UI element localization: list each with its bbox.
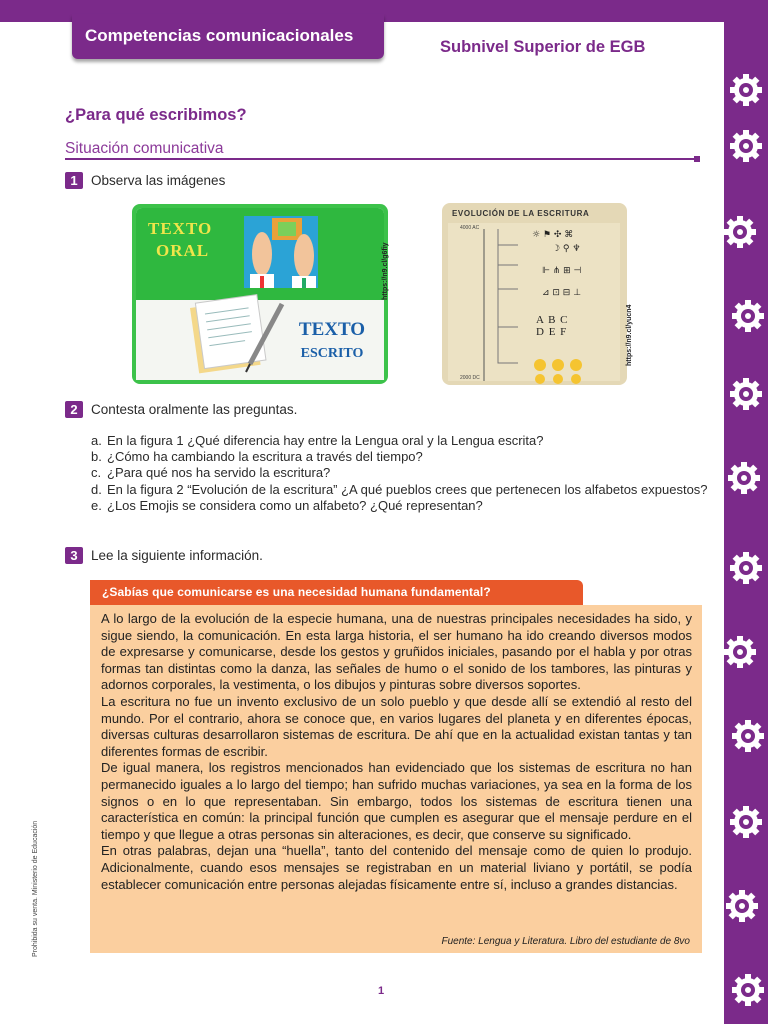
step-text: Lee la siguiente información.	[91, 548, 263, 563]
header-tab	[72, 14, 384, 59]
question-label: c.	[91, 465, 102, 481]
step-number: 1	[65, 172, 83, 189]
gear-icon	[724, 216, 756, 248]
gear-icon	[730, 806, 762, 838]
figure-2-evolution-of-writing	[442, 203, 627, 385]
header-title: Competencias comunicacionales	[85, 26, 354, 45]
gear-icon	[726, 890, 758, 922]
info-source: Fuente: Lengua y Literatura. Libro del estudiante de 8vo	[441, 936, 690, 947]
figure-1-credit: https://n9.cl/g6fiy	[382, 242, 389, 300]
question-item	[91, 498, 711, 514]
gear-icon	[730, 74, 762, 106]
question-text: ¿Los Emojis se considera como un alfabeto? ¿Qué representan?	[107, 497, 483, 513]
gear-icon	[730, 552, 762, 584]
alphabet-row-1: A B C	[536, 314, 569, 326]
info-title: ¿Sabías que comunicarse es una necesidad humana fundamental?	[102, 585, 491, 599]
gear-icon	[732, 974, 764, 1006]
label-texto-oral: TEXTO ORAL	[148, 219, 213, 260]
svg-text:⊿ ⊡ ⊟ ⊥: ⊿ ⊡ ⊟ ⊥	[542, 288, 582, 298]
info-box	[90, 605, 702, 953]
info-paragraph: A lo largo de la evolución de la especie humana, una de nuestras principales necesidades ha sido, y sigue siendo, la comunicación. En esta larga historia, el ser humano ha ido creando diversos modos de expresarse y comunicarse, desde los gestos y gruñidos iniciales, pasando por el habla y por otras formas tan distintas como la danza, las señales de humo o el sonido de los tambores, las pinturas y adornos corporales, la vestimenta, o los dibujos y pinturas sobre diversos soportes.	[101, 611, 692, 693]
figure-2-credit: https://n9.cl/yucn4	[626, 304, 633, 366]
svg-text:⊩ ⋔ ⊞ ⊣: ⊩ ⋔ ⊞ ⊣	[542, 266, 582, 276]
subsection-title: Situación comunicativa	[65, 140, 224, 157]
question-label: b.	[91, 449, 102, 465]
step-number: 3	[65, 547, 83, 564]
gear-icon	[730, 378, 762, 410]
question-text: En la figura 2 “Evolución de la escritura” ¿A qué pueblos crees que pertenecen los alfabetos expuestos?	[107, 481, 708, 497]
step-text: Contesta oralmente las preguntas.	[91, 402, 298, 417]
question-text: ¿Para qué nos ha servido la escritura?	[107, 465, 331, 481]
timeline-end-label: 2000 DC	[460, 375, 480, 381]
gear-icon	[724, 636, 756, 668]
divider-end-dot	[694, 156, 700, 162]
question-text: En la figura 1 ¿Qué diferencia hay entre la Lengua oral y la Lengua escrita?	[107, 433, 544, 448]
figure-2-title: EVOLUCIÓN DE LA ESCRITURA	[452, 209, 590, 218]
section-title: ¿Para qué escribimos?	[65, 106, 247, 124]
question-label: d.	[91, 481, 102, 497]
info-paragraph: En otras palabras, dejan una “huella”, tanto del contenido del mensaje como de quien lo produjo. Adicionalmente, cuando esos mensajes se registraban en un material liviano y portátil, se podía establecer comunicación entre personas alejadas físicamente entre sí, incluso a grandes distancias.	[101, 843, 692, 892]
gear-icon	[732, 300, 764, 332]
question-label: e.	[91, 497, 102, 513]
question-item	[91, 465, 711, 481]
copyright-note: Prohibida su venta. Ministerio de Educación	[32, 820, 39, 957]
gear-icon	[728, 462, 760, 494]
info-paragraph: La escritura no fue un invento exclusivo de un solo pueblo y que desde allí se extendió al resto del mundo. Por el contrario, ahora se conoce que, en varios lugares del planeta y en diferentes épocas, diversas culturas desarrollaron sistemas de escritura. De ahí que en la actualidad existan tantas y tan diferentes formas de escribir.	[101, 693, 692, 759]
step-number: 2	[65, 401, 83, 418]
question-label: a.	[91, 433, 102, 448]
question-item	[91, 433, 711, 449]
step-text: Observa las imágenes	[91, 173, 226, 188]
question-item	[91, 482, 711, 498]
right-decoration-bar	[724, 0, 768, 1024]
timeline-start-label: 4000 AC	[460, 225, 480, 231]
gear-icon	[732, 720, 764, 752]
svg-text:☽ ⚲ ♆: ☽ ⚲ ♆	[552, 244, 581, 254]
figure-1-oral-vs-written	[132, 204, 388, 384]
question-item	[91, 449, 711, 465]
gear-icon	[730, 130, 762, 162]
gear-decorations	[724, 0, 768, 1024]
svg-text:☼ ⚑ ✣ ⌘: ☼ ⚑ ✣ ⌘	[532, 230, 574, 240]
info-title-tab	[90, 580, 583, 606]
label-texto-escrito: TEXTO ESCRITO	[298, 319, 366, 361]
question-text: ¿Cómo ha cambiando la escritura a través del tiempo?	[107, 449, 423, 465]
header-subtitle: Subnivel Superior de EGB	[440, 38, 646, 56]
info-paragraph: De igual manera, los registros mencionados han evidenciado que los sistemas de escritura no han permanecido iguales a lo largo del tiempo; han sufrido muchas variaciones, ya sea en la forma de los signos o en lo que representaban. Sin embargo, todos los sistemas de escritura tienen una característica en común: la principal función que cumplen es asegurar que el mensaje perdure en el tiempo y que llegue a otras personas sin alteraciones, es decir, que conserve su significado.	[101, 760, 692, 842]
question-list	[91, 433, 711, 514]
subsection-divider	[65, 158, 697, 160]
page-number: 1	[378, 985, 385, 997]
alphabet-row-2: D E F	[536, 326, 568, 338]
